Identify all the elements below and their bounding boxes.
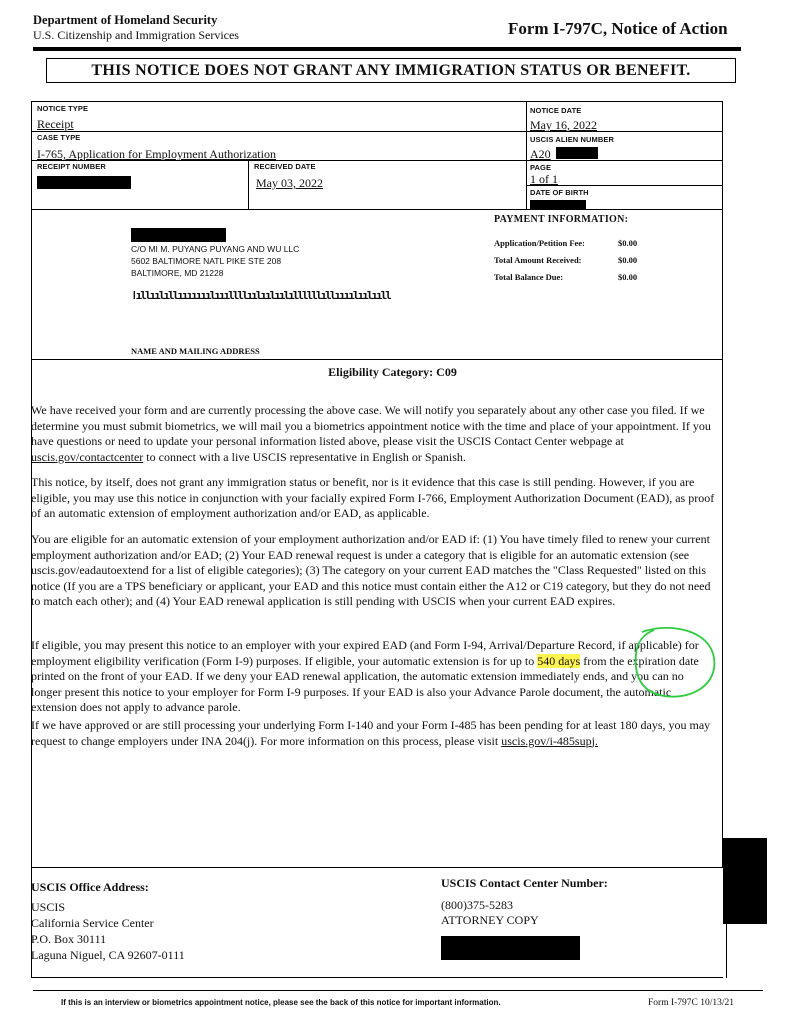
payment-heading: PAYMENT INFORMATION: bbox=[494, 214, 629, 225]
contact-center-heading: USCIS Contact Center Number: bbox=[441, 876, 608, 890]
alien-number-redacted bbox=[556, 147, 598, 159]
footer-rule bbox=[33, 990, 763, 991]
payment-row-1-value: $0.00 bbox=[618, 238, 638, 248]
receipt-number-redacted bbox=[37, 176, 131, 189]
case-type-value: I-765, Application for Employment Authorization bbox=[37, 147, 276, 161]
footer-form-id: Form I-797C 10/13/21 bbox=[648, 998, 735, 1008]
office-address-line-4: Laguna Niguel, CA 92607-0111 bbox=[31, 948, 185, 962]
i485supj-link[interactable]: uscis.gov/i-485supj. bbox=[501, 733, 598, 748]
office-address-line-1: USCIS bbox=[31, 900, 66, 914]
paragraph-5: If we have approved or are still processing your underlying Form I-140 and your Form I-485 has been pending for at least 180 days, you may request to change employers under INA 204(j). For more information on this process, please visit uscis.gov/i-485supj. bbox=[31, 718, 711, 748]
received-date-value: May 03, 2022 bbox=[256, 176, 323, 190]
contact-center-phone: (800)375-5283 bbox=[441, 898, 513, 912]
payment-row-3-label: Total Balance Due: bbox=[494, 272, 564, 282]
warning-banner: THIS NOTICE DOES NOT GRANT ANY IMMIGRATION STATUS OR BENEFIT. bbox=[46, 58, 736, 83]
dob-label: DATE OF BIRTH bbox=[530, 188, 589, 197]
dob-redacted bbox=[530, 200, 586, 209]
paragraph-1: We have received your form and are currently processing the above case. We will notify you separately about any other case you filed. If we determine you must submit biometrics, we will mail you a biometrics appointment notice with the time and place of your appointment. If you have questions or need to update your personal information listed above, please visit the USCIS Contact Center webpage at uscis.gov/contactcenter to connect with a live USCIS representative in English or Spanish. bbox=[31, 403, 711, 464]
receipt-number-label: RECEIPT NUMBER bbox=[37, 162, 106, 171]
office-address-heading: USCIS Office Address: bbox=[31, 880, 149, 894]
paragraph-4: If eligible, you may present this notice to an employer with your expired EAD (and Form I-94, Arrival/Departure Record, if applicable) for employment eligibility verification (Form I-9) purposes. If eligible, your automatic extension is for up to 540 days from the expiration date printed on the front of your EAD. If we deny your EAD renewal application, the automatic extension immediately ends, and you can no longer present this notice to your employer for Form I-9 purposes. If your EAD is also your Advance Parole document, the automatic extension does not apply to advance parole. bbox=[31, 638, 699, 714]
header-rule bbox=[33, 47, 741, 51]
eligibility-category: Eligibility Category: C09 bbox=[328, 365, 457, 379]
office-address-line-3: P.O. Box 30111 bbox=[31, 932, 107, 946]
agency-name: Department of Homeland Security bbox=[33, 13, 218, 27]
address-line-3: BALTIMORE, MD 21228 bbox=[131, 268, 224, 278]
postal-barcode: ǀıllıılıllııııııılıııllllıılıılıılıllllllıllıııılıılııll bbox=[131, 289, 390, 302]
notice-date-value: May 16, 2022 bbox=[530, 118, 597, 132]
paragraph-3: You are eligible for an automatic extension of your employment authorization and/or EAD if: (1) You have timely filed to renew your current employment authorization and/or EAD; (2) Your EAD renewal request is under a category that is eligible for an automatic extension (see uscis.gov/eadautoextend for a list of eligible categories); (3) The category on your current EAD matches the "Class Requested" listed on this notice (If you are a TPS beneficiary or applicant, your EAD and this notice must contain either the A12 or C19 category, but they do not need to match each other); and (4) Your EAD renewal application is still pending with USCIS when your current EAD expires. bbox=[31, 532, 711, 608]
notice-type-value: Receipt bbox=[37, 117, 74, 131]
form-title: Form I-797C, Notice of Action bbox=[508, 19, 728, 38]
highlight-540-days: 540 days bbox=[537, 653, 581, 668]
edge-redaction-bar bbox=[723, 838, 767, 924]
contact-redacted bbox=[441, 936, 580, 960]
page-label: PAGE bbox=[530, 163, 552, 172]
paragraph-2: This notice, by itself, does not grant any immigration status or benefit, nor is it evidence that this case is still pending. However, if you are eligible, you may use this notice in conjunction with your facially expired Form I-766, Employment Authorization Document (EAD), as proof of an automatic extension of employment authorization and/or EAD, as applicable. bbox=[31, 475, 715, 520]
payment-row-3-value: $0.00 bbox=[618, 272, 638, 282]
contact-center-link[interactable]: uscis.gov/contactcenter bbox=[31, 449, 144, 464]
page-value: 1 of 1 bbox=[530, 172, 558, 186]
annotation-circle bbox=[630, 624, 720, 704]
payment-row-2-value: $0.00 bbox=[618, 255, 638, 265]
notice-date-label: NOTICE DATE bbox=[530, 106, 582, 115]
address-line-1: C/O MI M. PUYANG PUYANG AND WU LLC bbox=[131, 244, 300, 254]
payment-row-1-label: Application/Petition Fee: bbox=[494, 238, 585, 248]
payment-row-2-label: Total Amount Received: bbox=[494, 255, 582, 265]
case-type-label: CASE TYPE bbox=[37, 133, 81, 142]
office-address-line-2: California Service Center bbox=[31, 916, 154, 930]
mailing-address-caption: NAME AND MAILING ADDRESS bbox=[131, 346, 260, 356]
addressee-name-redacted bbox=[131, 228, 226, 242]
alien-number-label: USCIS ALIEN NUMBER bbox=[530, 135, 615, 144]
attorney-copy-label: ATTORNEY COPY bbox=[441, 913, 539, 927]
subagency-name: U.S. Citizenship and Immigration Services bbox=[33, 28, 239, 42]
alien-number-prefix: A20 bbox=[530, 147, 551, 161]
footer-note: If this is an interview or biometrics appointment notice, please see the back of this notice for important information. bbox=[61, 998, 501, 1007]
received-date-label: RECEIVED DATE bbox=[254, 162, 316, 171]
notice-type-label: NOTICE TYPE bbox=[37, 104, 89, 113]
address-line-2: 5602 BALTIMORE NATL PIKE STE 208 bbox=[131, 256, 282, 266]
